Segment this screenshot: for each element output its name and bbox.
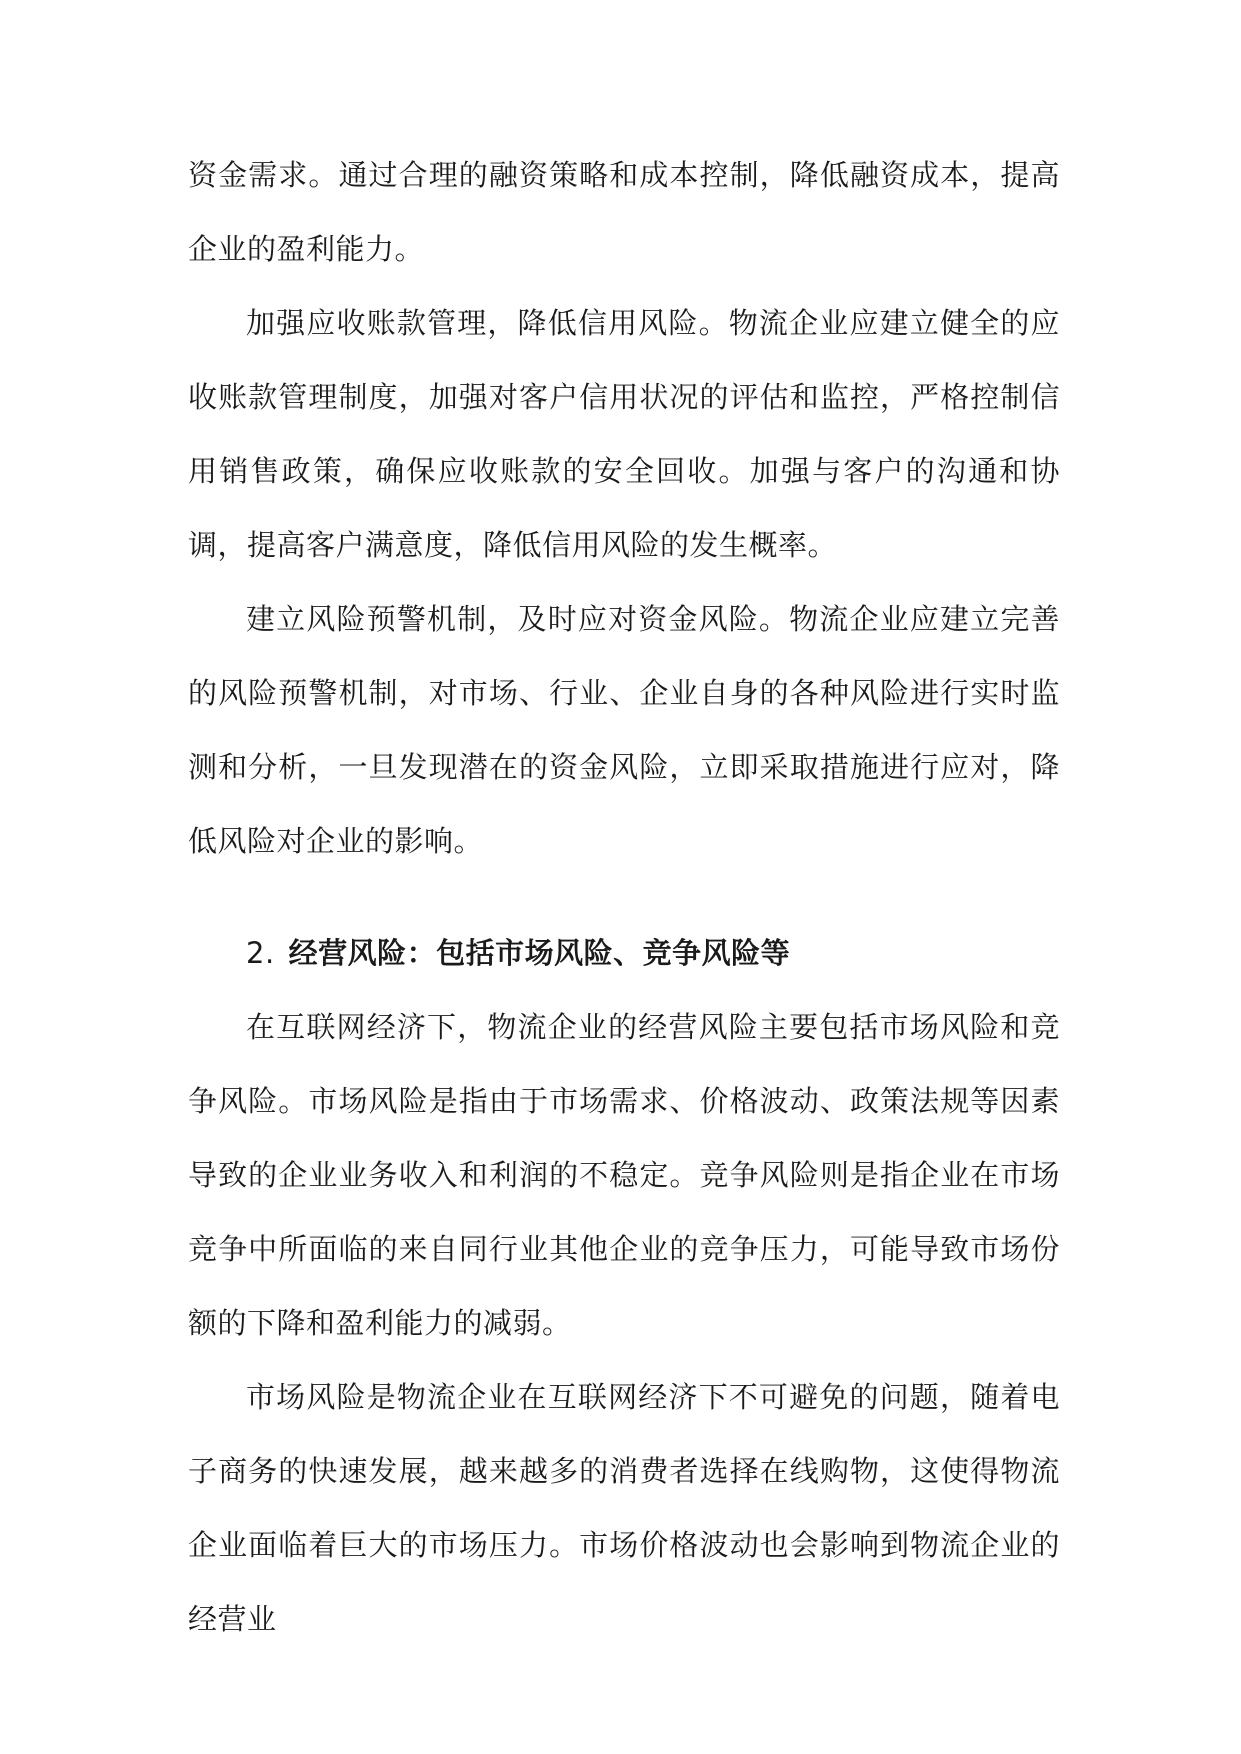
section-title: 经营风险：包括市场风险、竞争风险等 (288, 936, 791, 970)
section-number: 2. (246, 936, 275, 970)
section-heading (188, 916, 1060, 990)
paragraph-operating-risk: 在互联网经济下，物流企业的经营风险主要包括市场风险和竞争风险。市场风险是指由于市场需求、价格波动、政策法规等因素导致的企业业务收入和利润的不稳定。竞争风险则是指企业在市场竞争中所面临的来自同行业其他企业的竞争压力，可能导致市场份额的下降和盈利能力的减弱。 (188, 1010, 1060, 1340)
paragraph-risk-warning: 建立风险预警机制，及时应对资金风险。物流企业应建立完善的风险预警机制，对市场、行业、企业自身的各种风险进行实时监测和分析，一旦发现潜在的资金风险，立即采取措施进行应对，降低风险对企业的影响。 (188, 602, 1060, 858)
paragraph-continuation: 资金需求。通过合理的融资策略和成本控制，降低融资成本，提高企业的盈利能力。 (188, 158, 1060, 266)
paragraph-receivables: 加强应收账款管理，降低信用风险。物流企业应建立健全的应收账款管理制度，加强对客户信用状况的评估和监控，严格控制信用销售政策，确保应收账款的安全回收。加强与客户的沟通和协调，提高客户满意度，降低信用风险的发生概率。 (188, 306, 1060, 562)
paragraph-market-risk: 市场风险是物流企业在互联网经济下不可避免的问题，随着电子商务的快速发展，越来越多的消费者选择在线购物，这使得物流企业面临着巨大的市场压力。市场价格波动也会影响到物流企业的经营业 (188, 1380, 1060, 1636)
document-body (188, 138, 1060, 1656)
